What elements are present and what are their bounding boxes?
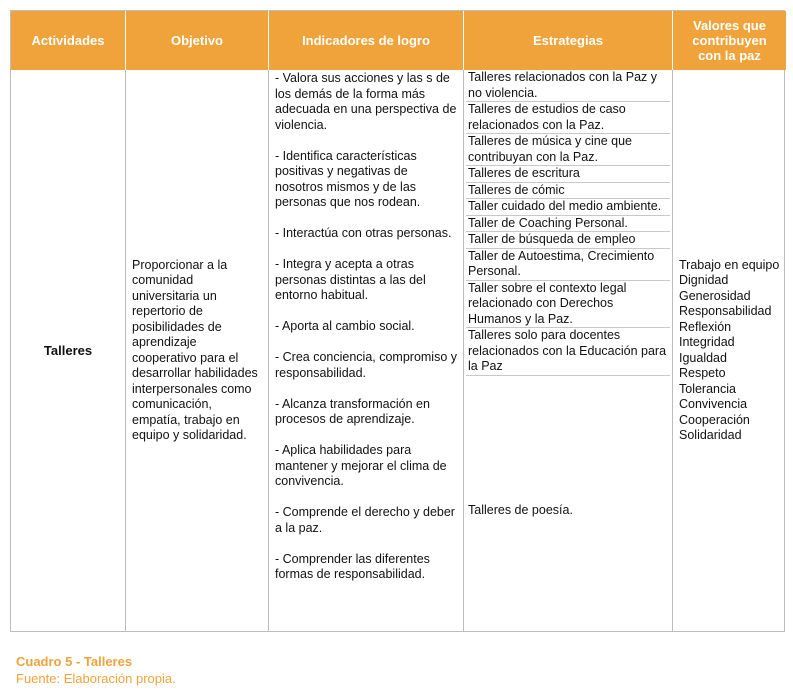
- valor-item: Dignidad: [679, 273, 729, 287]
- header-objetivo: Objetivo: [126, 11, 269, 70]
- valor-item: Responsabilidad: [679, 304, 772, 318]
- indicador-item: - Aplica habilidades para mantener y mejorar el clima de convivencia.: [275, 443, 447, 488]
- actividad-label: Talleres: [43, 342, 93, 358]
- objetivo-text: Proporcionar a la comunidad universitaria un repertorio de posibilidades de aprendizaje cooperativo para el desarrollar habilidades interpersonales como comunicación, empatía, trabajo en equipo y solidaridad.: [132, 257, 258, 442]
- header-valores: Valores que contribuyen con la paz: [673, 11, 786, 70]
- estrategia-item: Taller sobre el contexto legal relacionado con Derechos Humanos y la Paz.: [466, 281, 670, 329]
- estrategia-item: Taller de búsqueda de empleo: [466, 232, 670, 249]
- header-indicadores: Indicadores de logro: [269, 11, 464, 70]
- estrategia-item: Taller de Autoestima, Crecimiento Personal.: [466, 249, 670, 281]
- estrategia-item: Talleres de escritura: [466, 166, 670, 183]
- estrategia-item: Talleres solo para docentes relacionados con la Educación para la Paz: [466, 328, 670, 376]
- valores-cell: [673, 70, 786, 631]
- valor-item: Integridad: [679, 335, 735, 349]
- estrategias-cell: [464, 70, 673, 631]
- table-caption: [16, 653, 176, 687]
- estrategia-item: Talleres de música y cine que contribuyan con la Paz.: [466, 134, 670, 166]
- indicador-item: - Valora sus acciones y las s de los demás de la forma más adecuada en una perspectiva de violencia.: [275, 71, 457, 132]
- estrategia-item: Taller cuidado del medio ambiente.: [466, 199, 670, 216]
- valor-item: Cooperación: [679, 412, 750, 427]
- valor-item: Solidaridad: [679, 428, 742, 442]
- indicador-item: - Comprender las diferentes formas de responsabilidad.: [275, 551, 430, 581]
- estrategia-item: Talleres de cómic: [466, 183, 670, 200]
- actividad-cell: [11, 70, 126, 631]
- valores-list: [679, 258, 779, 444]
- valor-item: Igualdad: [679, 350, 727, 365]
- estrategia-item: Taller de Coaching Personal.: [466, 216, 670, 233]
- indicador-item: - Aporta al cambio social.: [275, 319, 415, 333]
- indicador-item: - Alcanza transformación en procesos de aprendizaje.: [275, 396, 430, 426]
- caption-source: Fuente: Elaboración propia.: [16, 671, 176, 686]
- estrategia-item: Talleres relacionados con la Paz y no violencia.: [466, 70, 670, 102]
- objetivo-cell: [126, 70, 269, 631]
- estrategia-item: Talleres de poesía.: [468, 503, 573, 517]
- valor-item: Trabajo en equipo: [679, 257, 780, 272]
- caption-title: Cuadro 5 - Talleres: [16, 654, 133, 669]
- valor-item: Generosidad: [679, 288, 751, 303]
- valor-item: Tolerancia: [679, 381, 736, 396]
- indicador-item: - Interactúa con otras personas.: [275, 226, 452, 240]
- indicador-item: - Integra y acepta a otras personas distintas a las del entorno habitual.: [275, 257, 426, 302]
- valor-item: Respeto: [679, 366, 726, 380]
- indicadores-cell: [269, 70, 464, 631]
- header-estrategias: Estrategias: [464, 11, 673, 70]
- talleres-table: [10, 10, 785, 632]
- indicador-item: - Identifica características positivas y negativas de nosotros mismos y de las personas que nos rodean.: [275, 148, 421, 209]
- valor-item: Convivencia: [679, 397, 748, 411]
- indicador-item: - Crea conciencia, compromiso y responsabilidad.: [275, 350, 458, 380]
- indicador-item: - Comprende el derecho y deber a la paz.: [275, 505, 455, 535]
- header-actividades: Actividades: [11, 11, 126, 70]
- estrategia-item: Talleres de estudios de caso relacionados con la Paz.: [466, 102, 670, 134]
- valor-item: Reflexión: [679, 319, 732, 334]
